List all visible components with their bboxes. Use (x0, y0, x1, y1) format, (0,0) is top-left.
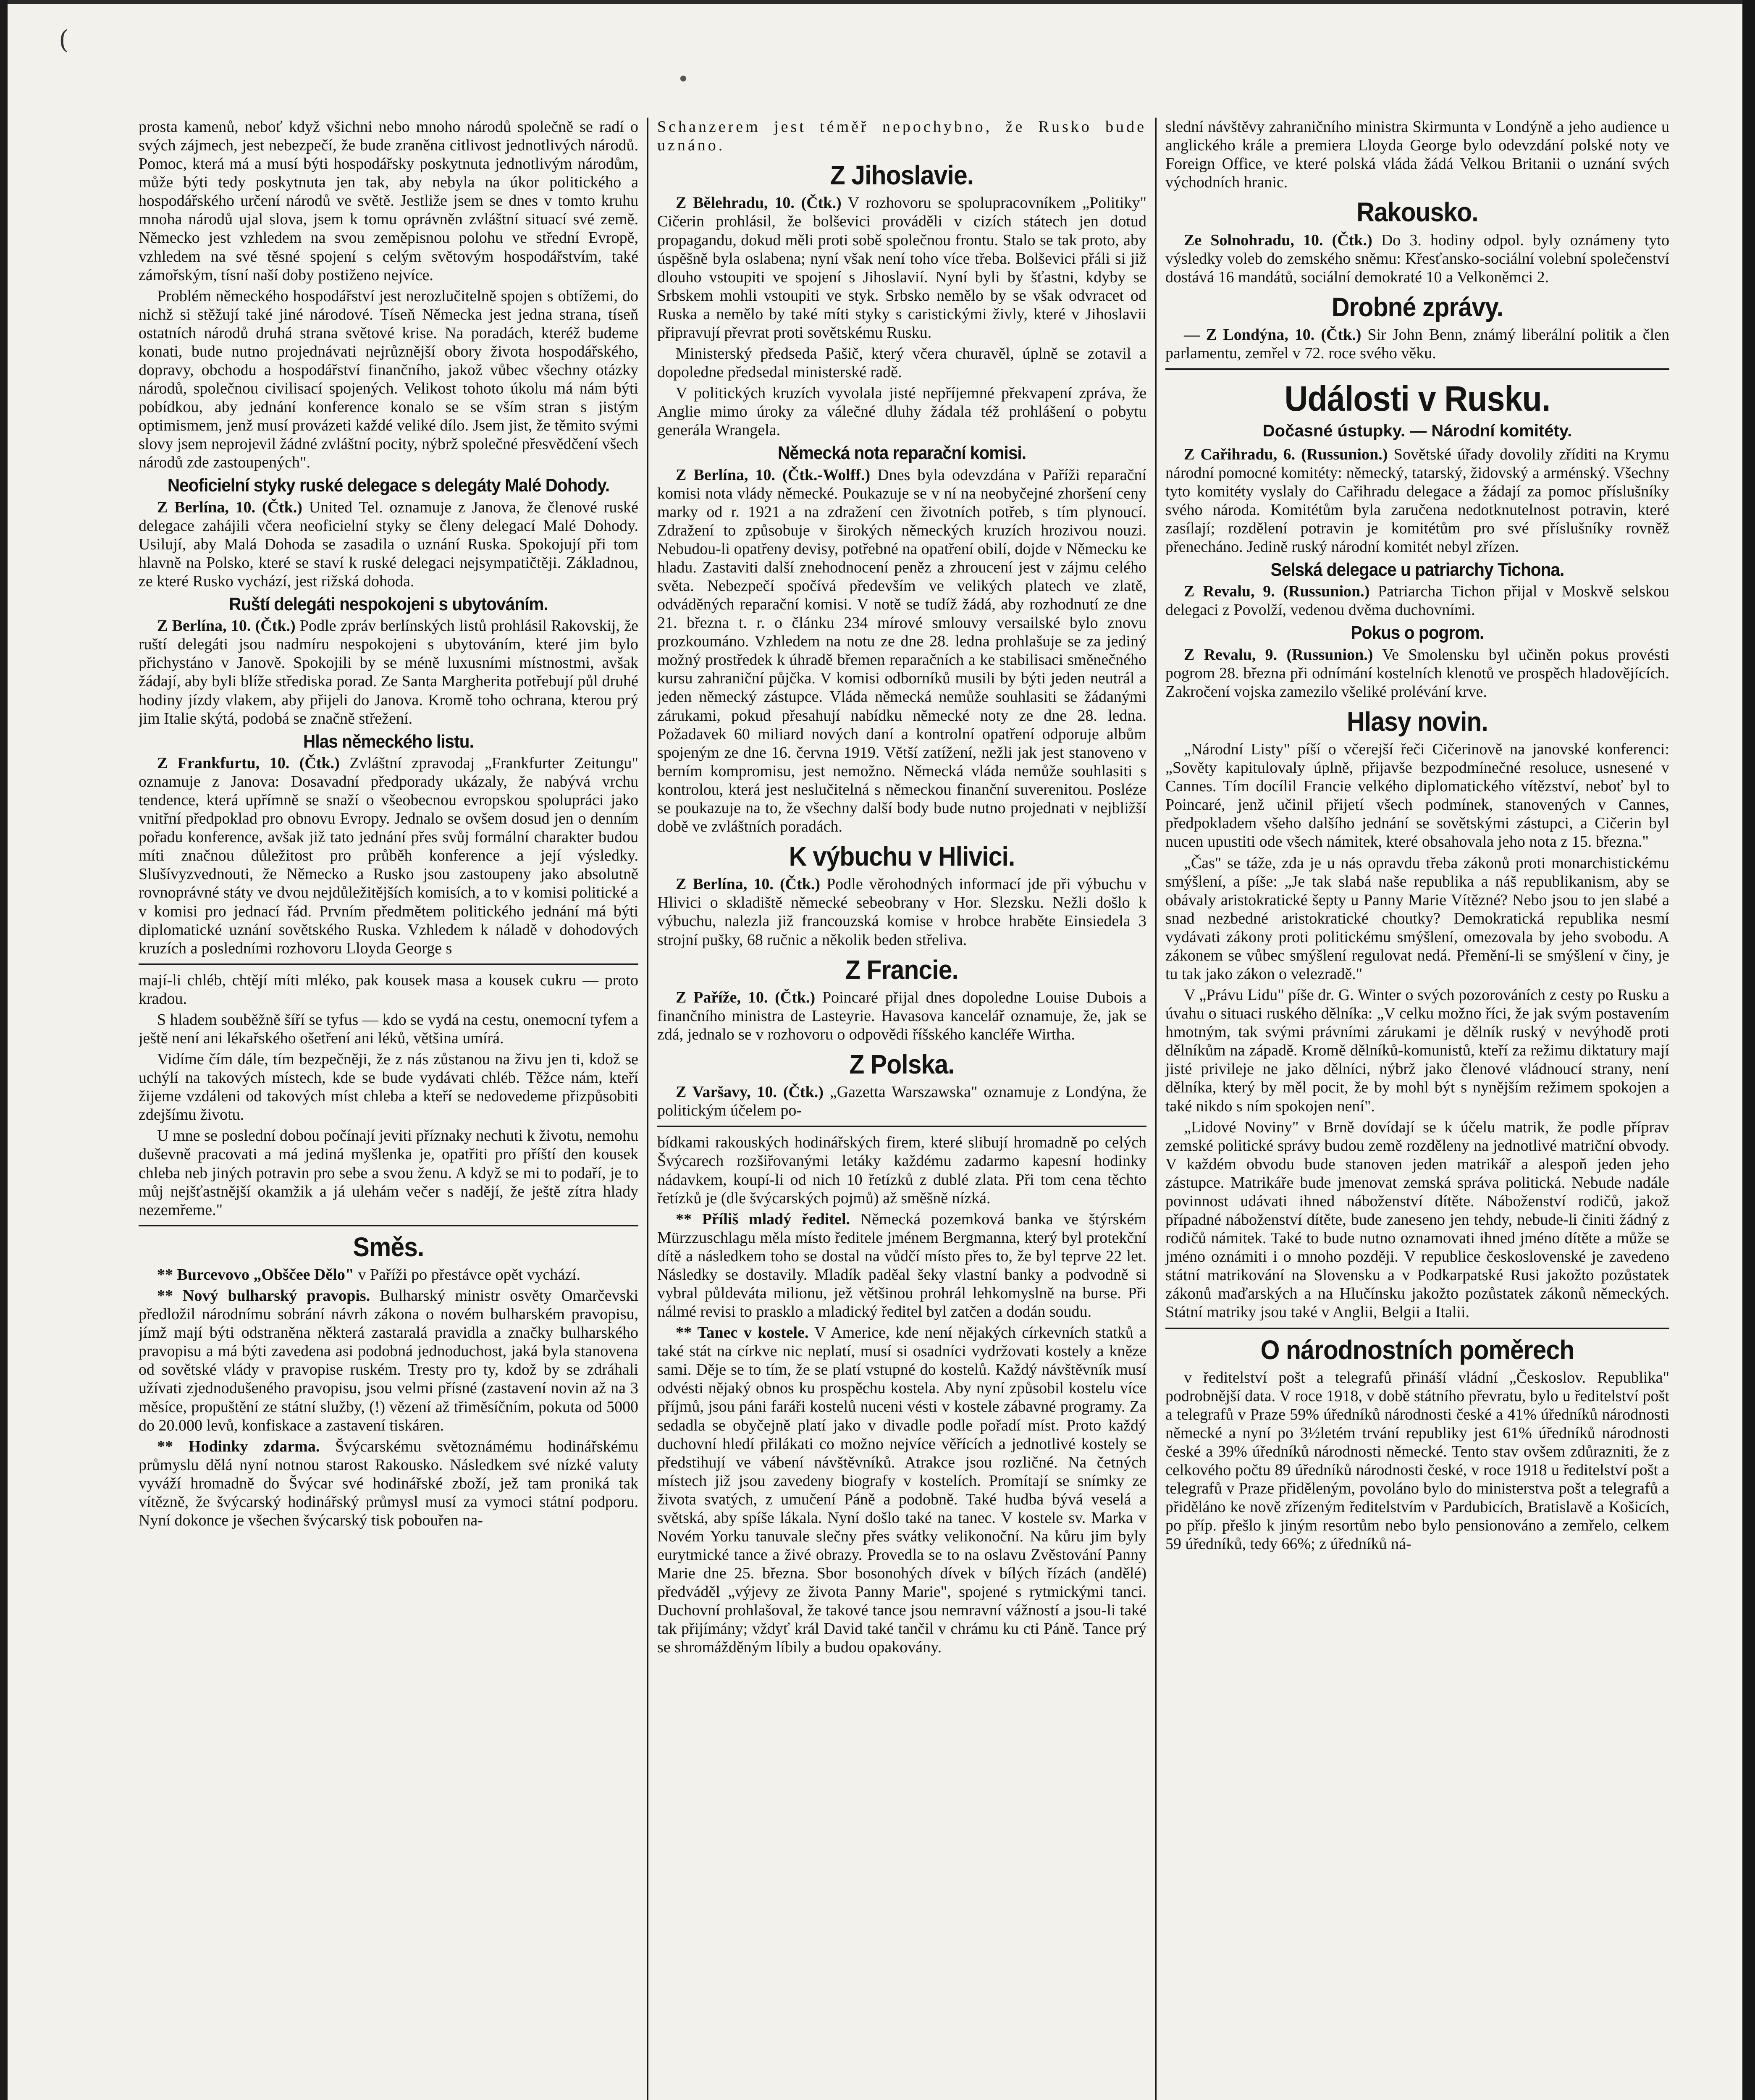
article-paragraph: Ministerský předseda Pašič, který včera churavěl, úplně se zotavil a dopoledne předsedal ministerské radě. (657, 344, 1146, 381)
article-paragraph: slední návštěvy zahraničního ministra Skirmunta v Londýně a jeho audience u anglického krále a premiera Lloyda George bylo odevzdání polské noty ve Foreign Office, ve které polská vláda žádá Velkou Britanii o uznání svých východních hranic. (1165, 118, 1669, 192)
article-heading: Směs. (353, 1231, 424, 1262)
paragraph-text: Švýcarskému světoznámému hodinářskému průmyslu dělá nyní notnou starost Rakousko. Následkem své nízké valuty vyváží hromadně do Švýcar své hodinářské zboží, jež tam proniká tak vítězně, že švýcarský hodinářský průmysl musí za vymoci státní podporu. Nyní dokonce je všechen švýcarský tisk pobouřen na- (139, 1437, 638, 1529)
column-rule (1155, 118, 1157, 2100)
article-paragraph: V politických kruzích vyvolala jisté nepříjemné překvapení zpráva, že Anglie mimo úroky za válečné dluhy žádala též prohlášení o pobytu generála Wrangela. (657, 384, 1146, 439)
column-left (139, 118, 647, 2100)
paragraph-text: Bulharský ministr osvěty Omarčevski předložil národnímu sobrání návrh zákona o novém bulharském pravopisu, jímž mají býti odstraněna některá zastaralá pravidla a značky bulharského pravopisu a má býti zavedena asi podobná jednoduchost, jaká byla stanovena od sovětské vlády v pravopise ruském. Tresty pro ty, kdož by se zdráhali užívati zjednodušeného pravopisu, jsou velmi přísné (zastavení novin až na 3 měsíce, propuštění ze státní služby, (!) vězení až třiměsíčním, pokuta od 5000 do 20.000 levů, konfiskace a zastavení tiskáren. (139, 1287, 639, 1434)
paragraph-text: Podle zpráv berlínských listů prohlásil Rakovskij, že ruští delegáti jsou nadmíru nespokojeni s ubytováním, které jim bylo přichystáno v Janově. Spokojili by se méně luxusními místnostmi, avšak žádají, aby byli blíže střediska porad. Ze Santa Margherita potřebují půl druhé hodiny jízdy vlakem, aby přijeli do Janova. Kromě toho ochrana, kterou prý jim Italie skýtá, podobá se značně střežení. (139, 617, 638, 727)
item-lead: ** Burcevovo „Obščee Dělo" (157, 1265, 354, 1284)
article-paragraph: prosta kamenů, neboť když všichni nebo mnoho národů společně se radí o svých zájmech, jest nebezpečí, že bude zraněna citlivost jednotlivých národů. Pomoc, která má a musí býti hospodářsky poskytnuta jednotlivým národům, může býti tedy poskytnuta jen tak, aby nebyla na úkor politického a hospodářského určení národů ve světě. Jestliže jsem se dnes v tomto kruhu mnoha národů ujal slova, jsem k tomu oprávněn zvláštní situací své země. Německo jest vzhledem na svou zeměpisnou polohu ve střední Evropě, vzhledem na své těsné spojení s celým světovým hospodářstvím, také zámořským, tísní naší doby postiženo nejvíce. (139, 118, 638, 284)
article-paragraph: V „Právu Lidu" píše dr. G. Winter o svých pozorováních z cesty po Rusku a úvahu o situaci ruského dělníka: „V celku možno říci, že jak svým postavením hmotným, tak svými právními zárukami je dělník ruský v nevýhodě proti dělníkům na západě. Kromě dělníků-komunistů, kteří za režimu diktatury mají jisté privileje ne jako dělníci, nýbrž jako členové vládnoucí strany, není dělníka, který by měl pocit, že by mohl být s nynějším režimem spokojen a také nikdo s ním spokojen není". (1165, 986, 1669, 1115)
article-paragraph (657, 988, 1146, 1044)
paragraph-text: Sir John Benn, známý liberální politik a člen parlamentu, zemřel v 72. roce svého věku. (1165, 326, 1669, 362)
paragraph-text: Dnes byla odevzdána v Paříži reparační komisi nota vlády německé. Poukazuje se v ní na neobyčejné zhoršení ceny marky od r. 1921 a na zdražení cen životních potřeb, s tím plynoucí. Zdražení to způsobuje v širokých německých kruzích hrozivou nouzi. Nebudou-li opatřeny devisy, potřebné na opatření obilí, dojde v Německu ke hladu. Zastaviti další znehodnocení peněz a zhroucení jest v zájmu celého světa. Nebezpečí spočívá především ve velikých platech ve zlatě, odváděných reparační komisi. V notě se tudíž žádá, aby rozhodnutí ze dne 21. března t. r. o článku 234 mírové smlouvy versailské bylo znovu prozkoumáno. Vzhledem na notu ze dne 28. ledna prohlašuje se za jediný možný prostředek k úhradě břemen reparačních a ke stabilisaci směnečného kursu zahraniční půjčka. V komisi odborníků musili by býti jeden neutrál a jeden německý zástupce. Vláda německá nemůže souhlasiti se žádanými zárukami, pokud přesahují nabídku německé noty ze dne 28. ledna. Požadavek 60 miliard nových daní a kontrolní opatření odporuje albům spojeným ze dne 16. června 1919. Větší zatížení, nežli jak jest stanoveno v berním kompromisu, jest nemožno. Německá vláda nemůže souhlasiti s kontrolou, která jest neslučitelná s německou finanční suverenitou. Posléze se poukazuje na to, že všechny další body bude nutno projednati v nejbližší době ve zvláštních poradách. (657, 466, 1146, 836)
article-heading: Selská delegace u patriarchy Tichona. (1270, 559, 1564, 580)
dateline: Z Varšavy, 10. (Čtk.) (676, 1083, 824, 1101)
page-top-edge (0, 0, 1755, 4)
corner-mark: ( (59, 25, 69, 55)
article-heading: Německá nota reparační komisi. (777, 443, 1026, 464)
dateline: Z Berlína, 10. (Čtk.) (676, 875, 821, 893)
article-paragraph (1165, 445, 1669, 556)
column-right (1157, 118, 1669, 2100)
article-paragraph: U mne se poslední dobou počínají jeviti příznaky nechuti k životu, nemohu duševně pracovati a má jediná myšlenka je, opatřiti pro příští den kousek chleba neb jiných potravin pro sebe a svou ženu. A když se mi to podaří, je to můj nejšťastnější okamžik a já ulehám večer s nadějí, že ještě zítra hlady nezemřeme." (139, 1127, 638, 1219)
article-heading: Neoficielní styky ruské delegace s delegáty Malé Dohody. (167, 475, 610, 496)
article-heading: Rakousko. (1356, 197, 1478, 228)
paragraph-text: „Gazetta Warszawska" oznamuje z Londýna, že politickým účelem po- (657, 1083, 1146, 1120)
paragraph-text: Poincaré přijal dnes dopoledne Louise Dubois a finančního ministra de Lasteyrie. Havasova kancelář oznamuje, že, jak se zdá, jednalo se v rozhovoru o odpovědi říšského kancléře Wirtha. (657, 988, 1146, 1043)
paragraph-text: Sovětské úřady dovolily zříditi na Krymu národní pomocné komitéty: německý, tatarský, židovský a arménský. Všechny tyto komitéty vyslaly do Cařihradu delegace a žádají za pomoc příslušníky svého národa. Komitétům byla zaručena nedotknutelnost potravin, které zasílají; rozdělení potravin je komitétům pro své příslušníky rovněž přenecháno. Jedině ruský národní komitét nebyl zřízen. (1165, 445, 1669, 556)
article-heading: Pokus o pogrom. (1351, 622, 1484, 643)
article-paragraph: v ředitelství pošt a telegrafů přináší vládní „Českoslov. Republika" podrobnější data. V roce 1918, v době státního převratu, bylo u ředitelství pošt a telegrafů v Praze 59% úředníků národnosti české a 41% úředníků národnosti německé a nyní po 3½letém trvání republiky jest 61% úředníků národnosti české a 39% úředníků národnosti německé. Tento stav ovšem zdůrazniti, že z celkového počtu 89 úředníků národnosti české, v roce 1918 u ředitelství pošt a telegrafů v Praze přiděleným, povoláno bylo do ministerstva pošt a telegrafů a přiděláno ke nově zřízeným ředitelstvím v Pardubicích, Bratislavě a Košicích, po příp. přešlo k jiným resortům nebo bylo pensionováno a zemřelo, celkem 59 úředníků, tedy 66%; z úředníků ná- (1165, 1368, 1669, 1553)
page-left-edge (0, 0, 8, 2100)
paragraph-text: Zvláštní zpravodaj „Frankfurter Zeitungu" oznamuje z Janova: Dosavadní předporady ukázaly, že nabývá vrchu tendence, která upřímně se snaží o všeobecnou evropskou spolupráci jako vnitřní předpoklad pro obnovu Evropy. Jednalo se ovšem dosud jen o denním pořadu konference, avšak již tato jednání přes svůj formální charakter budou míti značnou důležitost pro průběh konference a její výsledky. Slušívyzvednouti, že Německo a Rusko jsou zastoupeny jako absolutně rovnoprávné státy ve dvou nejdůležitějších komisích, a to v komisi politické a v komisi pro jednací řád. Prvním předmětem politického jednání má býti diplomatické uznání sovětského Ruska. Vzhledem k náladě v dohodových kruzích a posledními rozhovoru Lloyda George s (139, 754, 638, 957)
page-right-edge (1742, 0, 1755, 2100)
article-heading: Hlas německého listu. (303, 731, 474, 752)
article-paragraph (657, 1323, 1146, 1656)
article-paragraph: „Lidové Noviny" v Brně dovídají se k účelu matrik, že podle příprav zemské politické správy budou země rozděleny na jednotlivé matriční obvody. V každém obvodu bude stanoven jeden matrikář a alespoň jeden jeho zástupce. Matrikáře bude jmenovat zemská správa politická. Nebude nadále povinnost udávati ihned náboženství dítěte. Náboženství rodičů, jakož případné náboženství dítěte, bude zaneseno jen tehdy, nebude-li činiti žádný z rodičů námitek. Také to bude nutno oznamovati ihned jméno dítěte a může se jméno oznámiti i o mnoho později. V republice československé je zavedeno státní matrikování na Slovensku a v Podkarpatské Rusi jakožto pozůstatek zákonů maďarských a na Hlučínsku jakožto pozůstatek zákonů německých. Státní matriky jsou také v Anglii, Belgii a Italii. (1165, 1118, 1669, 1321)
item-lead: ** Tanec v kostele. (676, 1324, 809, 1342)
article-heading: Události v Rusku. (1284, 379, 1550, 419)
article-paragraph: mají-li chléb, chtějí míti mléko, pak kousek masa a kousek cukru — proto kradou. (139, 971, 638, 1008)
article-paragraph: bídkami rakouských hodinářských firem, které slibují hromadně po celých Švýcarech rozšiřovanými letáky každému zadarmo kapesní hodinky nádavkem, koupí-li od nich 10 řetízků z dublé zlata. Při tom cena těchto řetízků je (dle švýcarských pojmů) až směšně nízká. (657, 1134, 1146, 1207)
article-paragraph (139, 1437, 638, 1530)
article-paragraph (657, 194, 1146, 342)
dateline: Z Frankfurtu, 10. (Čtk.) (157, 754, 340, 772)
article-paragraph (657, 466, 1146, 836)
article-heading: Z Jihoslavie. (830, 160, 974, 191)
dateline: Z Paříže, 10. (Čtk.) (676, 988, 816, 1006)
section-divider (1165, 1328, 1669, 1329)
article-heading: Ruští delegáti nespokojeni s ubytováním. (229, 594, 548, 615)
paragraph-text: Patriarcha Tichon přijal v Moskvě selskou delegaci z Povolží, vedenou dvěma duchovními. (1165, 583, 1669, 619)
article-paragraph: „Národní Listy" píší o včerejší řeči Cičerinově na janovské konferenci: „Sověty kapitulovaly úplně, přijavše bezpodmínečné resoluce, usnesené v Cannes. Tím docílil Francie velkého diplomatického vítězství, neboť byl to Poincaré, jenž učinil přijetí všech podmínek, stanovených v Cannes, předpokladem všeho dalšího jednání se sovětskými zástupci, a Cičerin byl nucen upustiti ode všech námitek, které obsahovala jeho nota z 15. března." (1165, 740, 1669, 851)
article-paragraph: „Čas" se táže, zda je u nás opravdu třeba zákonů proti monarchistickému smýšlení, a píše: „Je tak slabá naše republika a náš republikanism, aby se obávaly aristokratické šepty u Panny Marie Vítězné? Nebo jsou to jen slabé a snad nezbedné aristokratické choutky? Demokratická republika nesmí vydávati zákony proti politickému smýšlení, omezovala by jeho svobodu. A zákonem se vůbec smýšlení regulovat nedá. Přemění-li se smýšlení v činy, je tu tak jako zákon o velezradě." (1165, 854, 1669, 983)
article-paragraph: S hladem souběžně šíří se tyfus — kdo se vydá na cestu, onemocní tyfem a ještě není ani lékařského ošetření ani léků, většina umírá. (139, 1011, 638, 1047)
article-paragraph: Vidíme čím dále, tím bezpečněji, že z nás zůstanou na živu jen ti, kdož se uchýlí na takových místech, kde se bude vydávati chléb. Těžce nám, kteří žijeme vzdáleni od takových míst chleba a kteří se nedovedeme přizpůsobiti zdejšímu životu. (139, 1050, 638, 1124)
paragraph-text: Ve Smolensku byl učiněn pokus provésti pogrom 28. března při odnímání kostelních klenotů ve prospěch hladovějících. Zakročení vojska zamezilo všeliké prolévání krve. (1165, 646, 1669, 701)
article-heading: Z Polska. (849, 1049, 955, 1080)
article-subheading: Dočasné ústupky. — Národní komitéty. (1262, 422, 1572, 441)
article-paragraph (1165, 231, 1669, 286)
article-heading: Hlasy novin. (1347, 706, 1488, 737)
section-divider (139, 963, 638, 965)
dateline: Z Berlína, 10. (Čtk.) (157, 498, 302, 516)
article-heading: K výbuchu v Hlivici. (789, 841, 1015, 872)
article-paragraph (139, 754, 638, 958)
article-heading: O národnostních poměrech (1260, 1334, 1574, 1365)
article-heading: Drobné zprávy. (1331, 291, 1503, 322)
item-lead: ** Příliš mladý ředitel. (676, 1210, 850, 1228)
article-paragraph (139, 1286, 638, 1435)
column-middle (649, 118, 1155, 2100)
article-paragraph (1165, 646, 1669, 701)
paragraph-text: Do 3. hodiny odpol. byly oznámeny tyto výsledky voleb do zemského sněmu: Křesťansko-sociální volební společenství dostává 16 mandátů, sociální demokraté 10 a Velkoněmci 2. (1165, 231, 1669, 286)
dateline: Ze Solnohradu, 10. (Čtk.) (1184, 231, 1372, 249)
dateline: Z Revalu, 9. (Russunion.) (1184, 646, 1373, 664)
article-paragraph (1165, 582, 1669, 619)
dateline: Z Bělehradu, 10. (Čtk.) (676, 194, 842, 212)
dateline: Z Cařihradu, 6. (Russunion.) (1184, 445, 1388, 463)
article-paragraph (139, 1265, 638, 1284)
article-paragraph (657, 1210, 1146, 1321)
dateline: — Z Londýna, 10. (Čtk.) (1184, 326, 1362, 344)
article-paragraph (657, 875, 1146, 949)
paragraph-text: United Tel. oznamuje z Janova, že členové ruské delegace zahájili včera neoficielní styky se členy delegací Malé Dohody. Usilují, aby Malá Dohoda se zasadila o uznání Ruska. Spokojují při tom hlavně na Polsko, které se staví k ruské delegaci nejsympatičtěji. Základnou, ze které Rusko vychází, jest rižská dohoda. (139, 498, 638, 590)
item-lead: ** Hodinky zdarma. (157, 1437, 320, 1455)
section-divider (139, 1225, 638, 1226)
dateline: Z Revalu, 9. (Russunion.) (1184, 583, 1370, 601)
paragraph-text: Podle věrohodných informací jde při výbuchu v Hlivici o skladiště německé sebeobrany v Hor. Slezsku. Nežli došlo k výbuchu, nalezla již francouzská komise v hrobce hraběte Einsiedela 3 strojní pušky, 68 ručnic a několik beden střeliva. (657, 875, 1146, 949)
section-divider (1165, 368, 1669, 370)
ink-dot (680, 76, 686, 81)
article-paragraph (657, 1083, 1146, 1120)
paragraph-text: v Paříži po přestávce opět vychází. (354, 1265, 581, 1284)
dateline: Z Berlína, 10. (Čtk.) (157, 617, 296, 635)
column-rule (647, 118, 648, 2100)
section-divider (657, 1126, 1146, 1127)
paragraph-text: V rozhovoru se spolupracovníkem „Politiky" Cičerin prohlásil, že bolševici prováděli v cizích státech jen dotud propagandu, dokud měli proti sobě společnou frontu. Stalo se tak proto, aby úspěšně byla oslabena; nyní však není toho více třeba. Bolševici přáli si již dlouho vstoupiti ve spojení s Jihoslavií. Nyní byli by šťastni, kdyby se Srbskem mohli vstoupiti ve styk. Srbsko nemělo by se však odvracet od Ruska a nemělo by také míti styky s caristickými živly, které v Jihoslavii připravují převrat proti sovětskému Rusku. (657, 194, 1146, 341)
article-paragraph: Problém německého hospodářství jest nerozlučitelně spojen s obtížemi, do nichž si stěžují také jiné národové. Tíseň Německa jest jedna strana, tíseň ostatních národů druhá strana světové krise. Na poradách, kteréž budeme konati, bude nutno projednávati nejrůznější obory života hospodářského, dopravy, obchodu a hospodářství finančního, jakož vůbec všechny otázky národů, společnou civilisací spojených. Velikost tohoto úkolu má nám býti pobídkou, aby jednání konference konalo se se vším stran s jistým optimismem, jenž musí provázeti každé veliké dílo. Jsem jist, že těmito svými slovy jsem neprojevil žádné zvláštní pocity, nýbrž společné přesvědčení všech národů zde zastoupených". (139, 287, 638, 472)
article-paragraph (139, 498, 638, 591)
paragraph-text: Německá pozemková banka ve štýrském Mürzzuschlagu měla místo ředitele jménem Bergmanna, který byl protekční dítě a následkem toho se dostal na vůdčí místo přes to, že byl teprve 22 let. Následky se dostavily. Mladík paděal šeky vlastní banky a podvodně si vybral půldevátа milionu, jež většinou prohrál lehkomyslně na burse. Při nálmé revisi to prasklo a mladický ředitel byl zatčen a dodán soudu. (657, 1210, 1146, 1321)
dateline: Z Berlína, 10. (Čtk.-Wolff.) (676, 466, 871, 484)
article-paragraph (139, 617, 638, 727)
article-paragraph: Schanzerem jest téměř nepochybno, že Rusko bude uznáno. (657, 118, 1146, 155)
item-lead: ** Nový bulharský pravopis. (157, 1287, 370, 1305)
article-paragraph (1165, 326, 1669, 362)
article-heading: Z Francie. (845, 954, 958, 985)
paragraph-text: V Americe, kde není nějakých církevních statků a také stát na církve nic neplatí, musí si osadníci vydržovati kostely a kněze sami. Děje se to tím, že se platí vstupné do kostelů. Každý návštěvník musí odvésti nějaký obnos ku prospěchu kostela. Aby nyní způsobil kostelu více příjmů, jsou páni faráři kostelů nuceni vésti v kostele zábavné programy. Za sedadla se obyčejně platí jako v divadle podle pořadí míst. Proto každý duchovní hledí přilákati co možno nejvíce věřících a jednotlivé kostely se předstihují ve vábení návštěvníků. Atrakce jsou rozličné. Na četných místech již jsou zavedeny biografy v kostelích. Promítají se snímky ze života svatých, z umučení Páně a podobně. Také hudba bývá veselá a světská, aby spíše lákala. Nyní došlo také na tanec. V kostele sv. Marka v Novém Yorku tanuvale slečny přes svátky velikonoční. Na kůru jim byly eurytmické tance a živé obrazy. Provedla se to na oslavu Zvěstování Panny Marie dne 25. března. Sbor bosonohých dívek v bílých řízách (andělé) předváděl „výjevy ze života Panny Marie", spojené s rytmickými tanci. Duchovní prohlašoval, že takové tance jsou nemravní vážností a jsou-li také tak přijímány; vždyť král David také tančil v chrámu ku cti Páně. Tance prý se shromážděným líbily a budou opakovány. (657, 1324, 1147, 1656)
